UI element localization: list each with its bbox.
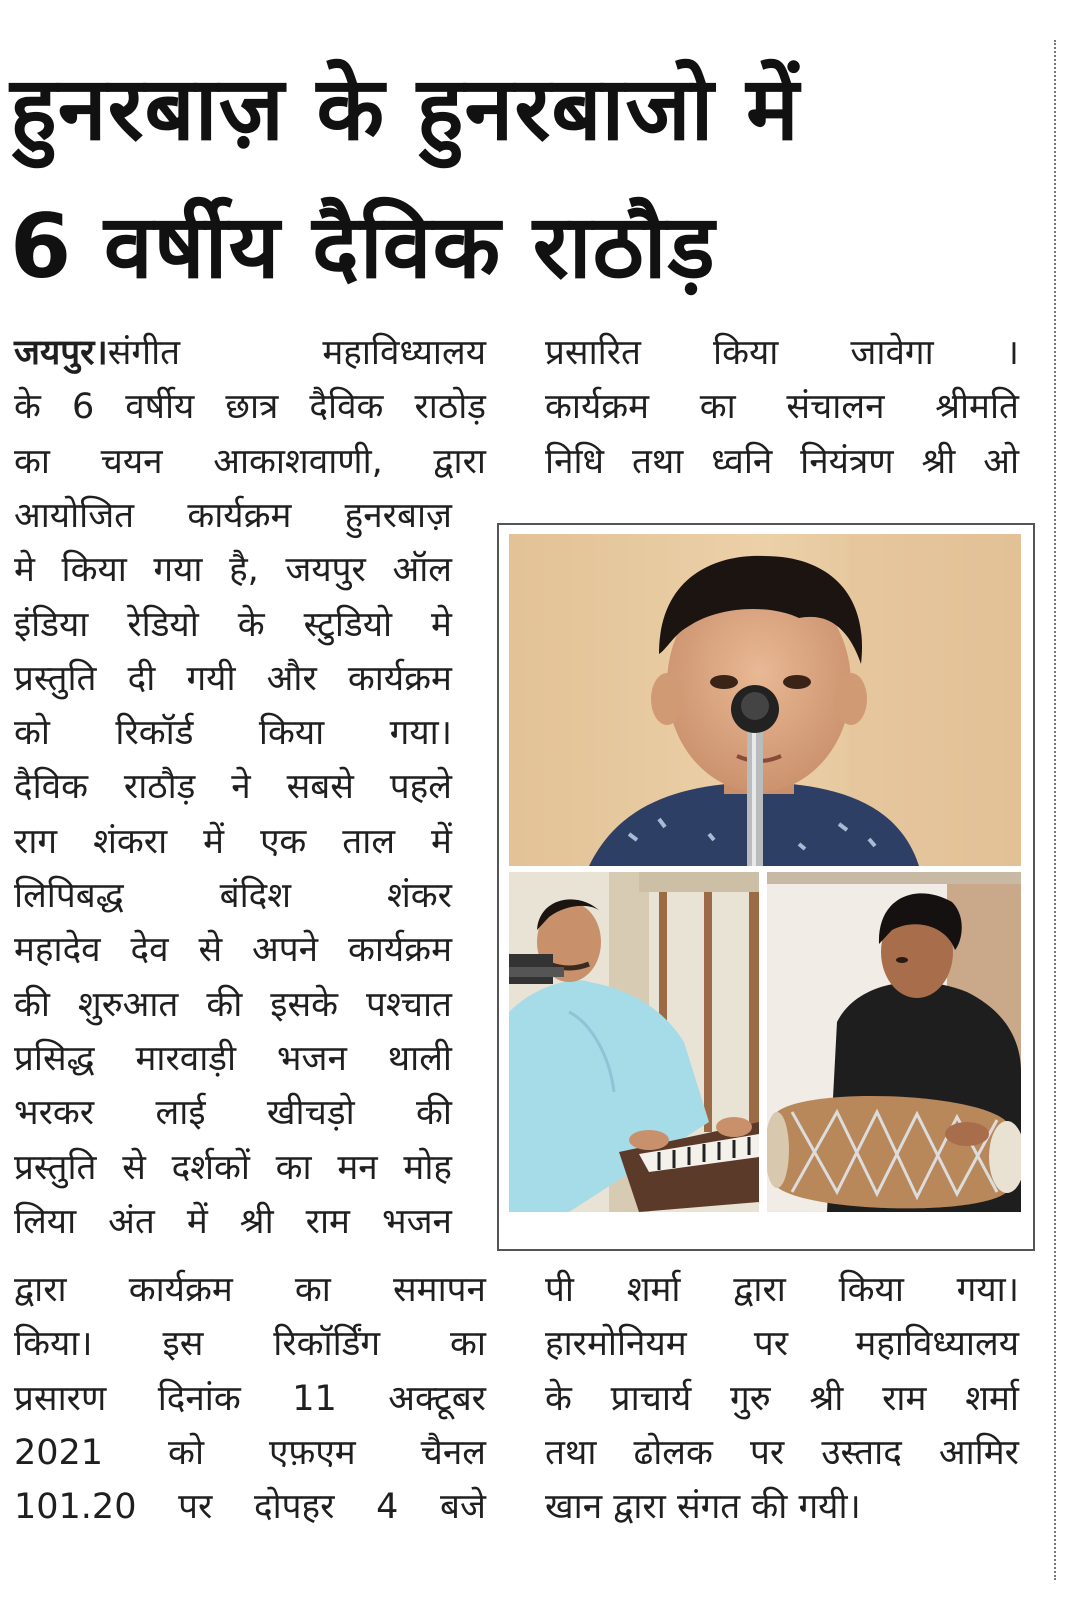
text-line: किया। इस रिकॉर्डिंग का [14, 1324, 486, 1365]
text-line: 2021 को एफ़एम चैनल [14, 1432, 486, 1473]
headline-line-2: 6 वर्षीय दैविक राठौड़ [10, 195, 716, 298]
text-line: दैविक राठौड़ ने सबसे पहले [14, 767, 452, 808]
text-line: प्रस्तुति दी गयी और कार्यक्रम [14, 658, 452, 699]
text-line: प्रसिद्ध मारवाड़ी भजन थाली [14, 1038, 452, 1079]
text-line: तथा ढोलक पर उस्ताद आमिर [545, 1432, 1019, 1473]
column-rule [1054, 40, 1056, 1580]
dateline: जयपुर। [14, 333, 108, 373]
headline-line-1: हुनरबाज़ के हुनरबाजो में [10, 57, 800, 160]
text-line: निधि तथा ध्वनि नियंत्रण श्री ओ [545, 441, 1019, 482]
text-line: प्रसारण दिनांक 11 अक्टूबर [14, 1378, 486, 1419]
text-line: पी शर्मा द्वारा किया गया। [545, 1270, 1019, 1310]
text-line: लिया अंत में श्री राम भजन [14, 1201, 452, 1242]
text-line: की शुरुआत की इसके पश्चात [14, 984, 452, 1025]
text-line: प्रसारित किया जावेगा । [545, 333, 1019, 373]
text-line: को रिकॉर्ड किया गया। [14, 713, 452, 754]
text-line: द्वारा कार्यक्रम का समापन [14, 1270, 486, 1310]
text-line: खान द्वारा संगत की गयी। [545, 1487, 861, 1528]
text-line: भरकर लाई खीचड़ो की [14, 1093, 452, 1134]
text-line: मे किया गया है, जयपुर ऑल [14, 550, 452, 591]
harmonium-player-photo [509, 872, 759, 1212]
left-column-middle [14, 489, 452, 1249]
text-line: आयोजित कार्यक्रम हुनरबाज़ [14, 496, 452, 536]
right-column-top [545, 326, 1019, 489]
text-line: के प्राचार्य गुरु श्री राम शर्मा [545, 1378, 1019, 1419]
left-column-top [14, 326, 486, 489]
text-line: हारमोनियम पर महाविध्यालय [545, 1324, 1019, 1365]
text-line: लिपिबद्ध बंदिश शंकर [14, 876, 452, 917]
right-column-bottom [545, 1263, 1019, 1534]
text-line: प्रस्तुति से दर्शकों का मन मोह [14, 1147, 452, 1188]
text-line: इंडिया रेडियो के स्टुडियो मे [14, 604, 452, 645]
headline [10, 40, 1040, 316]
text-line: का चयन आकाशवाणी, द्वारा [14, 441, 486, 482]
photo-collage [497, 523, 1035, 1251]
child-singer-photo [509, 534, 1021, 866]
left-column-bottom [14, 1263, 486, 1534]
text-line: के 6 वर्षीय छात्र दैविक राठोड़ [14, 387, 486, 428]
text-line: राग शंकरा में एक ताल में [14, 821, 452, 862]
dholak-player-photo [767, 872, 1021, 1212]
text-line: 101.20 पर दोपहर 4 बजे [14, 1487, 486, 1528]
text-line: जयपुर।संगीत महाविध्यालय [14, 333, 486, 373]
text-line: महादेव देव से अपने कार्यक्रम [14, 930, 452, 971]
text-line: कार्यक्रम का संचालन श्रीमति [545, 387, 1019, 428]
